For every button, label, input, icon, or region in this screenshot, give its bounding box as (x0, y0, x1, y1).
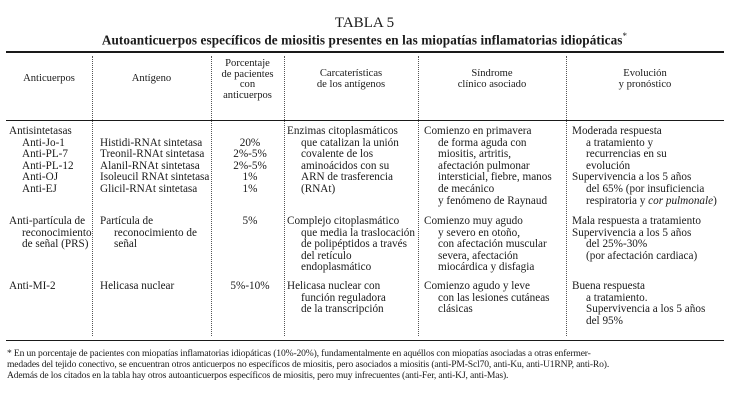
cell-line: severa, afectación (438, 249, 519, 262)
table-title-mark: * (622, 31, 628, 41)
cell-antigeno (100, 281, 174, 293)
cell-line: Histidi-RNAt sintetasa (100, 136, 203, 149)
header-line: y pronóstico (618, 78, 672, 90)
cell-line: de polipéptidos a través (301, 238, 407, 251)
column-divider (284, 56, 285, 336)
cell-line: del 65% (por insuficiencia (586, 182, 705, 195)
cell-line: Helicasa nuclear (100, 280, 175, 292)
header-caracteristicas (284, 69, 418, 90)
header-anticuerpos: Anticuerpos (23, 73, 75, 84)
table-title (0, 31, 729, 48)
header-line: Porcentaje (225, 58, 270, 69)
cell-line: Anti-MI-2 (9, 280, 56, 292)
cell-line: recurrencias en su (586, 148, 667, 161)
column-divider (418, 56, 419, 336)
cell-line: 1% (242, 171, 258, 184)
top-rule (6, 51, 724, 53)
header-rule (6, 120, 724, 121)
header-line: de los antígenos (316, 78, 386, 90)
cell-line: Supervivencia a los 5 años (572, 226, 692, 239)
footnote (7, 348, 609, 381)
cell-line: afectación pulmonar (438, 159, 530, 172)
cell-sindrome (424, 281, 550, 316)
header-line: Síndrome (471, 68, 513, 79)
cell-line: Buena respuesta (572, 280, 646, 292)
cell-porcentaje (212, 216, 288, 228)
cell-line: Glicil-RNAt sintetasa (100, 182, 198, 195)
cell-text: ) (713, 194, 717, 207)
cell-line: Partícula de (100, 215, 154, 227)
cell-line (572, 196, 717, 208)
cell-line: de mecánico (438, 182, 495, 195)
cell-anticuerpos (9, 216, 92, 251)
cell-line: evolución (586, 159, 631, 172)
cell-line: y fenómeno de Raynaud (438, 194, 548, 207)
cell-line: Alanil-RNAt sintetasa (100, 159, 200, 172)
cell-line: 1% (242, 182, 258, 195)
cell-line: Isoleucil RNAt sintetasa (100, 171, 210, 184)
cell-line: 2%-5% (233, 159, 267, 172)
cell-line: y severo en otoño, (438, 226, 521, 239)
cell-line: Comienzo muy agudo (424, 215, 523, 227)
cell-line: (por afectación cardiaca) (586, 249, 698, 262)
cell-line: Helicasa nuclear con (287, 280, 381, 292)
cell-line: de señal (PRS) (22, 238, 89, 251)
cell-text-italic: cor pulmonale (648, 194, 714, 207)
cell-porcentaje (212, 281, 288, 293)
cell-anticuerpos (9, 281, 56, 293)
header-line: Carcaterísticas (319, 68, 383, 79)
cell-line: 20% (239, 136, 261, 149)
cell-line: 5% (242, 215, 258, 227)
column-divider (92, 56, 93, 336)
cell-line: (RNAt) (301, 182, 336, 195)
cell-sindrome (424, 216, 547, 274)
cell-text: respiratoria y (586, 194, 646, 207)
table-label: TABLA 5 (334, 15, 395, 31)
cell-line: señal (114, 238, 137, 251)
cell-line: a tratamiento y (586, 136, 654, 149)
table-title-text: Autoanticuerpos específicos de miositis presentes en las miopatías inflamatorias idiopáticas (101, 32, 623, 48)
cell-line: miositis, artritis, (438, 148, 512, 161)
header-sindrome (418, 69, 566, 90)
cell-line: Anti-Jo-1 (22, 136, 65, 149)
cell-line: del 95% (586, 314, 623, 327)
cell-line: Mala respuesta a tratamiento (572, 215, 701, 227)
cell-line: Supervivencia a los 5 años (586, 303, 706, 316)
header-line: con (239, 79, 256, 91)
cell-line: clásicas (438, 303, 473, 316)
cell-line: Anti-EJ (22, 182, 57, 195)
cell-line: aminoácidos con su (301, 159, 390, 172)
header-line: clínico asociado (457, 78, 527, 90)
cell-antigeno (100, 138, 209, 196)
footnote-line: * En un porcentaje de pacientes con miopatías inflamatorias idiopáticas (10%-20%), fundamentalmente en aquéllos con miopatías asociadas a otras enfermer- (7, 348, 591, 359)
cell-line: 5%-10% (230, 280, 270, 292)
cell-line: Anti-partícula de (9, 215, 86, 227)
cell-line: con las lesiones cutáneas (438, 291, 550, 304)
header-evolucion (566, 69, 724, 90)
cell-line: 2%-5% (233, 148, 267, 161)
bottom-rule (6, 340, 724, 341)
cell-line: función reguladora (301, 291, 386, 304)
cell-line: endoplasmático (301, 261, 372, 274)
cell-line: Complejo citoplasmático (287, 215, 400, 227)
header-porcentaje (211, 59, 284, 101)
cell-line: reconocimiento de (114, 226, 197, 239)
cell-line: covalente de los (301, 148, 374, 161)
cell-caracteristicas (287, 216, 415, 274)
cell-line: Supervivencia a los 5 años (572, 171, 692, 184)
cell-line: Enzimas citoplasmáticos (287, 125, 398, 137)
footnote-line: Además de los citados en la tabla hay otros autoanticuerpos específicos de miositis, pero muy infrecuentes (anti-Fer, anti-KJ, anti-Mas). (7, 370, 509, 381)
column-divider (566, 56, 567, 336)
footnote-line: medades del tejido conectivo, se encuentran otros anticuerpos no específicos de miositis, pero asociados a miositis (anti-PM-Scl70, anti-Ku, anti-U1RNP, anti-Ro). (7, 359, 610, 370)
cell-anticuerpos (9, 126, 74, 196)
cell-line: de la transcripción (301, 303, 384, 316)
cell-caracteristicas (287, 281, 386, 316)
cell-line: miocárdica y disfagia (438, 261, 535, 274)
cell-line: Anti-OJ (22, 171, 59, 184)
cell-porcentaje (212, 138, 288, 196)
cell-line: Moderada respuesta (572, 125, 662, 137)
cell-line: intersticial, fiebre, manos (438, 171, 552, 184)
header-line: anticuerpos (223, 89, 272, 101)
cell-line: ARN de trasferencia (301, 171, 393, 184)
cell-line: Antisintetasas (9, 125, 72, 137)
cell-line: Comienzo agudo y leve (424, 280, 530, 292)
header-line: Evolución (623, 68, 667, 79)
cell-antigeno (100, 216, 197, 251)
cell-line: de forma aguda con (438, 136, 527, 149)
cell-evolucion (572, 281, 705, 327)
cell-line: que media la traslocación (301, 226, 415, 239)
cell-line: Treonil-RNAt sintetasa (100, 148, 205, 161)
cell-line: con afectación muscular (438, 238, 547, 251)
cell-sindrome (424, 126, 552, 207)
cell-line: del retículo (301, 249, 352, 262)
cell-line: Comienzo en primavera (424, 125, 532, 137)
cell-evolucion (572, 216, 701, 262)
header-line: de pacientes (221, 68, 274, 80)
cell-line: que catalizan la unión (301, 136, 399, 149)
cell-caracteristicas (287, 126, 399, 196)
cell-line: Anti-PL-7 (22, 148, 68, 161)
cell-line: Anti-PL-12 (22, 159, 74, 172)
cell-evolucion (572, 126, 717, 207)
cell-line: reconocimiento (22, 226, 92, 239)
cell-line: a tratamiento. (586, 291, 648, 304)
header-antigeno: Antígeno (131, 73, 172, 84)
cell-line: del 25%-30% (586, 238, 648, 251)
